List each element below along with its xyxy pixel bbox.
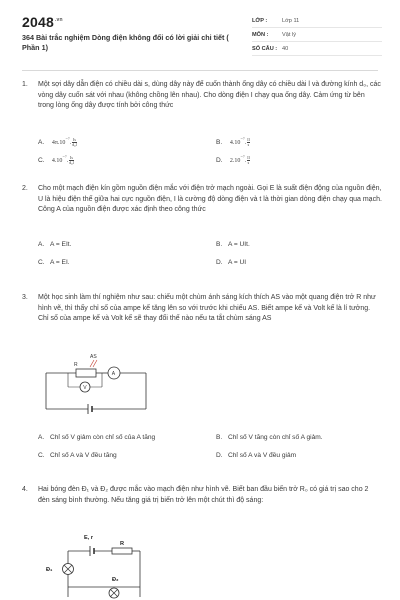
option-text: A = UI — [228, 259, 247, 266]
option-label: A. — [38, 139, 45, 146]
formula-exponent: ⁻⁷ — [62, 156, 67, 161]
option-label: B. — [216, 241, 223, 248]
option-label: D. — [216, 452, 223, 459]
meta-value: Vật lý — [282, 31, 296, 38]
header-divider — [22, 70, 378, 71]
option-formula: $2.10^{^{-7}}$. $\frac{Il}{s}$ — [229, 155, 250, 166]
lamp-1-label: Đ₁ — [46, 567, 53, 573]
formula-coef: 2.10 — [229, 158, 241, 164]
option-text: Chỉ số V giảm còn chỉ số của A tăng — [50, 434, 156, 441]
meta-value: Lớp 11 — [282, 17, 300, 24]
option-a[interactable] — [38, 240, 71, 251]
question-text: Một học sinh làm thí nghiệm như sau: chiếu một chùm ánh sáng kích thích AS vào một quang điện trở R như hình vẽ, thì thấy chỉ số của ampe kế tăng lên so với trước khi chiếu AS. Biết ampe kế và Volt kế là lí tưởng. Chỉ số của ampe kế và Volt kế sẽ thay đổi thế nào nếu ta tắt chùm sáng AS — [38, 294, 376, 323]
option-label: B. — [216, 139, 223, 146]
question-3 — [22, 293, 382, 459]
formula-fraction — [72, 138, 77, 147]
circuit-figure-q4 — [40, 531, 150, 600]
option-text: A = EIt. — [50, 241, 72, 248]
option-formula: $4\pi.10^{^{-7}}$. $\frac{Is}{\text{d₀l}}$ — [51, 137, 77, 148]
option-a[interactable] — [38, 433, 155, 444]
ammeter-label: A — [111, 371, 116, 377]
option-b[interactable] — [216, 136, 250, 149]
lamp-2-label: Đ₂ — [112, 577, 119, 583]
meta-value: 40 — [282, 45, 289, 52]
option-c[interactable] — [38, 154, 74, 167]
formula-exponent: ⁻⁷ — [240, 138, 245, 143]
site-logo[interactable] — [22, 14, 63, 30]
meta-panel — [252, 14, 382, 56]
meta-row-count — [252, 42, 382, 56]
option-d[interactable] — [216, 451, 296, 462]
resistor-label: R — [74, 362, 78, 368]
option-label: C. — [38, 157, 45, 164]
voltmeter-label: V — [83, 385, 87, 391]
meta-row-class — [252, 14, 382, 28]
option-text: Chỉ số V tăng còn chỉ số A giảm. — [228, 434, 323, 441]
option-text: Chỉ số A và V đều tăng — [50, 452, 117, 459]
option-formula: $4.10^{^{-7}}$. $\frac{Il}{s}$ — [229, 137, 250, 148]
option-formula: $4.10^{^{-7}}$. $\frac{Is}{\text{d₀l}}$ — [51, 155, 74, 166]
resistor-symbol — [76, 369, 96, 377]
option-label: D. — [216, 259, 223, 266]
question-2-options — [38, 240, 378, 270]
question-text: Hai bóng đèn Đ₁ và Đ₂ được mắc vào mạch điện như hình vẽ. Biết ban đầu biến trở R₀ có giá trị sao cho 2 đèn sáng bình thường. Nếu tăng giá trị biến trở lên một chút thì độ sáng: — [38, 486, 369, 504]
formula-fraction — [69, 156, 74, 165]
option-b[interactable] — [216, 240, 250, 251]
question-1-options — [38, 136, 378, 166]
question-3-options — [38, 433, 378, 463]
meta-key: LỚP : — [252, 17, 268, 24]
option-label: D. — [216, 157, 223, 164]
formula-coef: 4.10 — [51, 158, 63, 164]
source-label: E, r — [84, 535, 94, 541]
question-number: 4. — [22, 486, 28, 493]
option-b[interactable] — [216, 433, 323, 444]
question-number: 2. — [22, 185, 28, 192]
question-number: 3. — [22, 294, 28, 301]
resistor-label: R — [120, 541, 125, 547]
option-d[interactable] — [216, 154, 250, 167]
meta-row-subject — [252, 28, 382, 42]
option-text: A = UIt. — [228, 241, 250, 248]
question-number: 1. — [22, 81, 28, 88]
option-label: B. — [216, 434, 223, 441]
fraction-numerator: Il — [247, 137, 250, 143]
formula-fraction — [247, 138, 249, 147]
logo-suffix: .vn — [54, 17, 63, 24]
option-label: A. — [38, 434, 45, 441]
rheostat-symbol — [112, 548, 132, 554]
option-c[interactable] — [38, 451, 117, 462]
option-d[interactable] — [216, 258, 246, 269]
fraction-numerator: Il — [247, 155, 250, 161]
question-text: Một sợi dây dẫn điện có chiều dài s, dùng dây này để cuốn thành ống dây có chiều dài l và đường kính d₀, các vòng dây cuốn sát với nhau (không chồng lên nhau). Cho dòng điện I chạy qua ống dây. Cảm ứng từ bên trong lòng ống dây được tính bởi công thức — [38, 81, 381, 110]
formula-fraction — [247, 156, 249, 165]
option-label: C. — [38, 259, 45, 266]
formula-coef: 4π.10 — [51, 140, 66, 146]
option-c[interactable] — [38, 258, 70, 269]
fraction-denominator: s — [247, 160, 250, 166]
fraction-denominator: d₀l — [69, 160, 74, 166]
logo-text: 2048 — [22, 14, 54, 30]
option-label: C. — [38, 452, 45, 459]
fraction-denominator: d₀l — [72, 142, 77, 148]
question-4 — [22, 485, 382, 583]
meta-key: SỐ CÂU : — [252, 45, 278, 52]
question-2 — [22, 184, 382, 266]
document-title: 364 Bài trắc nghiệm Dòng điện không đổi có lời giải chi tiết ( Phần 1) — [22, 33, 229, 52]
option-label: A. — [38, 241, 45, 248]
option-text: Chỉ số A và V đều giảm — [228, 452, 297, 459]
light-label: AS — [90, 354, 97, 360]
option-text: A = EI. — [50, 259, 70, 266]
question-text: Cho một mạch điện kín gồm nguồn điện mắc với điện trở mạch ngoài. Gọi E là suất điện động của nguồn điện, U là hiệu điện thế giữa hai cực nguồn điện, I là cường độ dòng điện và t là thời gian dòng điện chạy qua mạch. Công A của nguồn điện được xác định theo công thức — [38, 185, 382, 214]
formula-coef: 4.10 — [229, 140, 241, 146]
formula-exponent: ⁻⁷ — [240, 156, 245, 161]
fraction-numerator: Is — [70, 155, 73, 161]
page-header — [0, 0, 400, 62]
circuit-figure-q3 — [38, 351, 158, 417]
meta-key: MÔN : — [252, 31, 269, 38]
fraction-denominator: s — [247, 142, 250, 148]
fraction-numerator: Is — [73, 137, 76, 143]
formula-exponent: ⁻⁷ — [65, 138, 70, 143]
option-a[interactable] — [38, 136, 77, 149]
